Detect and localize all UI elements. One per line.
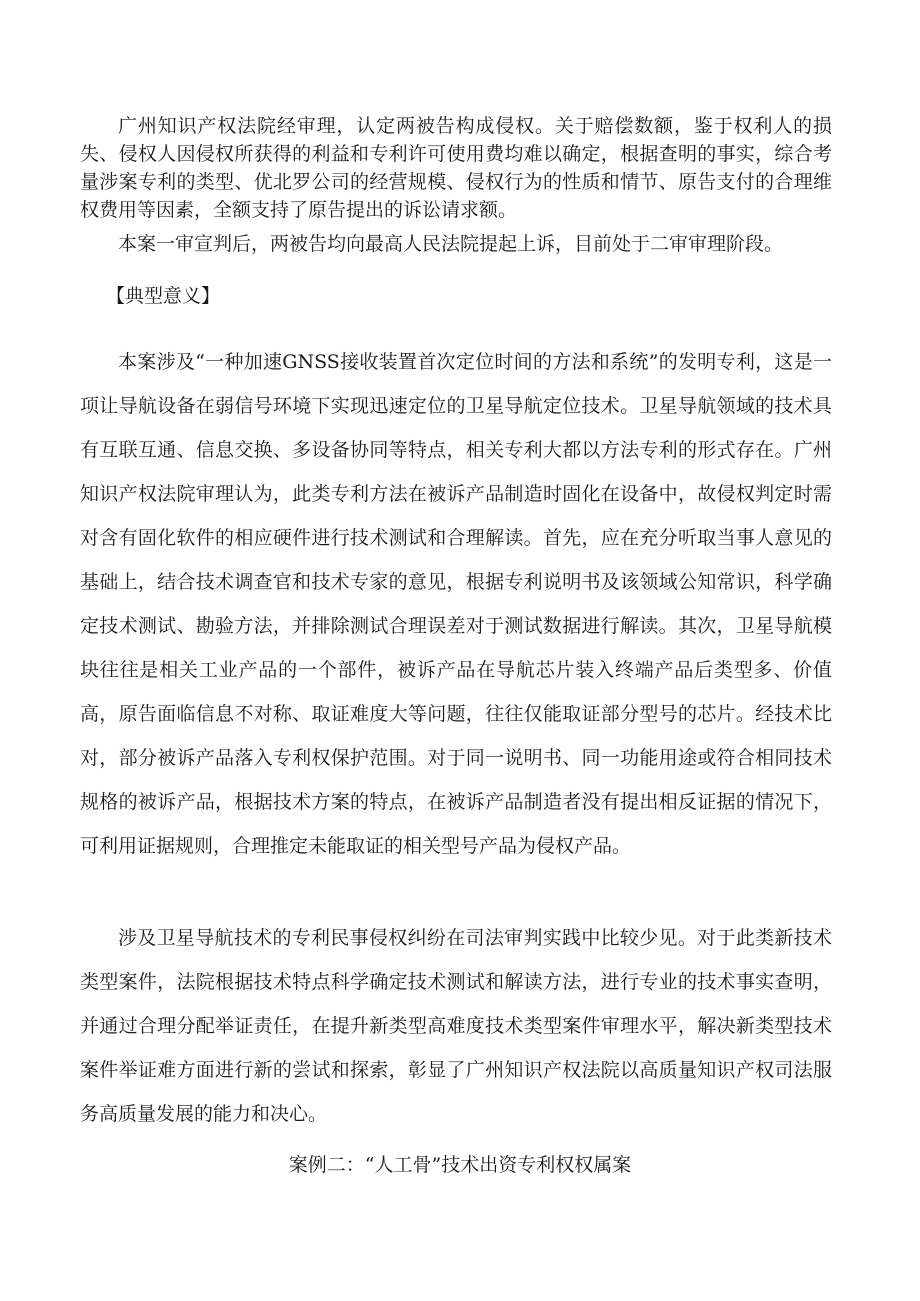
section-heading: 【典型意义】 <box>106 285 221 307</box>
paragraph-significance: 本案涉及“一种加速GNSS接收装置首次定位时间的方法和系统”的发明专利，这是一项让导航设备在弱信号环境下实现迅速定位的卫星导航定位技术。卫星导航领域的技术具有互联互通、信息交换、多设备协同等特点，相关专利大都以方法专利的形式存在。广州知识产权法院审理认为，此类专利方法在被诉产品制造时固化在设备中，故侵权判定时需对含有固化软件的相应硬件进行技术测试和合理解读。首先，应在充分听取当事人意见的基础上，结合技术调查官和技术专家的意见，根据专利说明书及该领域公知常识，科学确定技术测试、勘验方法，并排除测试合理误差对于测试数据进行解读。其次，卫星导航模块往往是相关工业产品的一个部件，被诉产品在导航芯片装入终端产品后类型多、价值高，原告面临信息不对称、取证难度大等问题，往往仅能取证部分型号的芯片。经技术比对，部分被诉产品落入专利权保护范围。对于同一说明书、同一功能用途或符合相同技术规格的被诉产品，根据技术方案的特点，在被诉产品制造者没有提出相反证据的情况下，可利用证据规则，合理推定未能取证的相关型号产品为侵权产品。 <box>80 351 832 857</box>
paragraph-judgment: 广州知识产权法院经审理，认定两被告构成侵权。关于赔偿数额，鉴于权利人的损失、侵权人因侵权所获得的利益和专利许可使用费均难以确定，根据查明的事实，综合考量涉案专利的类型、优北罗公司的经营规模、侵权行为的性质和情节、原告支付的合理维权费用等因素，全额支持了原告提出的诉讼请求额。 <box>80 115 832 221</box>
paragraph-appeal: 本案一审宣判后，两被告均向最高人民法院提起上诉，目前处于二审审理阶段。 <box>118 233 784 255</box>
paragraph-conclusion: 涉及卫星导航技术的专利民事侵权纠纷在司法审判实践中比较少见。对于此类新技术类型案件，法院根据技术特点科学确定技术测试和解读方法，进行专业的技术事实查明，并通过合理分配举证责任，在提升新类型高难度技术类型案件审理水平，解决新类型技术案件举证难方面进行新的尝试和探索，彰显了广州知识产权法院以高质量知识产权司法服务高质量发展的能力和决心。 <box>80 927 832 1125</box>
case-title: 案例二：“人工骨”技术出资专利权权属案 <box>288 1154 632 1176</box>
